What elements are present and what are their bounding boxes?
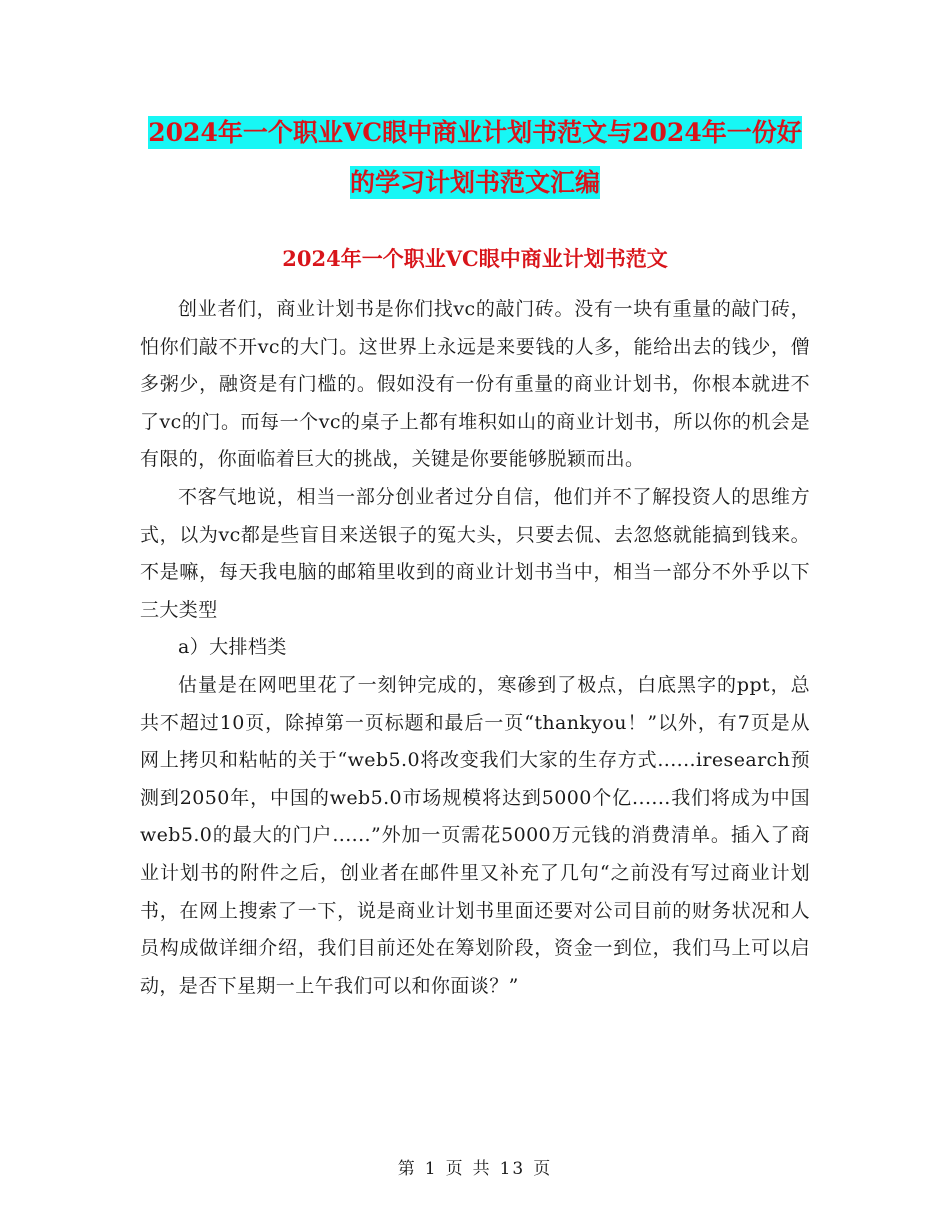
footer-label-page: 第 (397, 1159, 417, 1179)
section-heading: 2024年一个职业VC眼中商业计划书范文 (282, 246, 668, 271)
footer-total-pages: 13 (499, 1159, 526, 1179)
footer-label-page-unit: 页 (445, 1159, 465, 1179)
page-footer (0, 1154, 950, 1179)
footer-label-total: 共 (472, 1159, 492, 1179)
document-title (140, 108, 810, 208)
paragraph: 估量是在网吧里花了一刻钟完成的，寒碜到了极点，白底黑字的ppt，总共不超过10页，除掉第一页标题和最后一页“thankyou！”以外，有7页是从网上拷贝和粘帖的关于“web5.0将改变我们大家的生存方式......iresearch预测到2050年，中国的web5.0市场规模将达到5000个亿......我们将成为中国web5.0的最大的门户......”外加一页需花5000万元钱的消费清单。插入了商业计划书的附件之后，创业者在邮件里又补充了几句“之前没有写过商业计划书，在网上搜索了一下，说是商业计划书里面还要对公司目前的财务状况和人员构成做详细介绍，我们目前还处在筹划阶段，资金一到位，我们马上可以启动，是否下星期一上午我们可以和你面谈？” (140, 673, 810, 997)
document-body (140, 291, 810, 1005)
footer-current-page: 1 (424, 1159, 438, 1179)
paragraph: 创业者们，商业计划书是你们找vc的敲门砖。没有一块有重量的敲门砖，怕你们敲不开vc的大门。这世界上永远是来要钱的人多，能给出去的钱少，僧多粥少，融资是有门槛的。假如没有一份有重量的商业计划书，你根本就进不了vc的门。而每一个vc的桌子上都有堆积如山的商业计划书，所以你的机会是有限的，你面临着巨大的挑战，关键是你要能够脱颖而出。 (140, 298, 810, 471)
document-title-text: 2024年一个职业VC眼中商业计划书范文与2024年一份好的学习计划书范文汇编 (148, 118, 802, 197)
footer-label-total-unit: 页 (533, 1159, 553, 1179)
paragraph: a）大排档类 (178, 636, 287, 659)
paragraph: 不客气地说，相当一部分创业者过分自信，他们并不了解投资人的思维方式，以为vc都是些盲目来送银子的冤大头，只要去侃、去忽悠就能搞到钱来。不是嘛，每天我电脑的邮箱里收到的商业计划书当中，相当一部分不外乎以下三大类型 (140, 485, 810, 621)
